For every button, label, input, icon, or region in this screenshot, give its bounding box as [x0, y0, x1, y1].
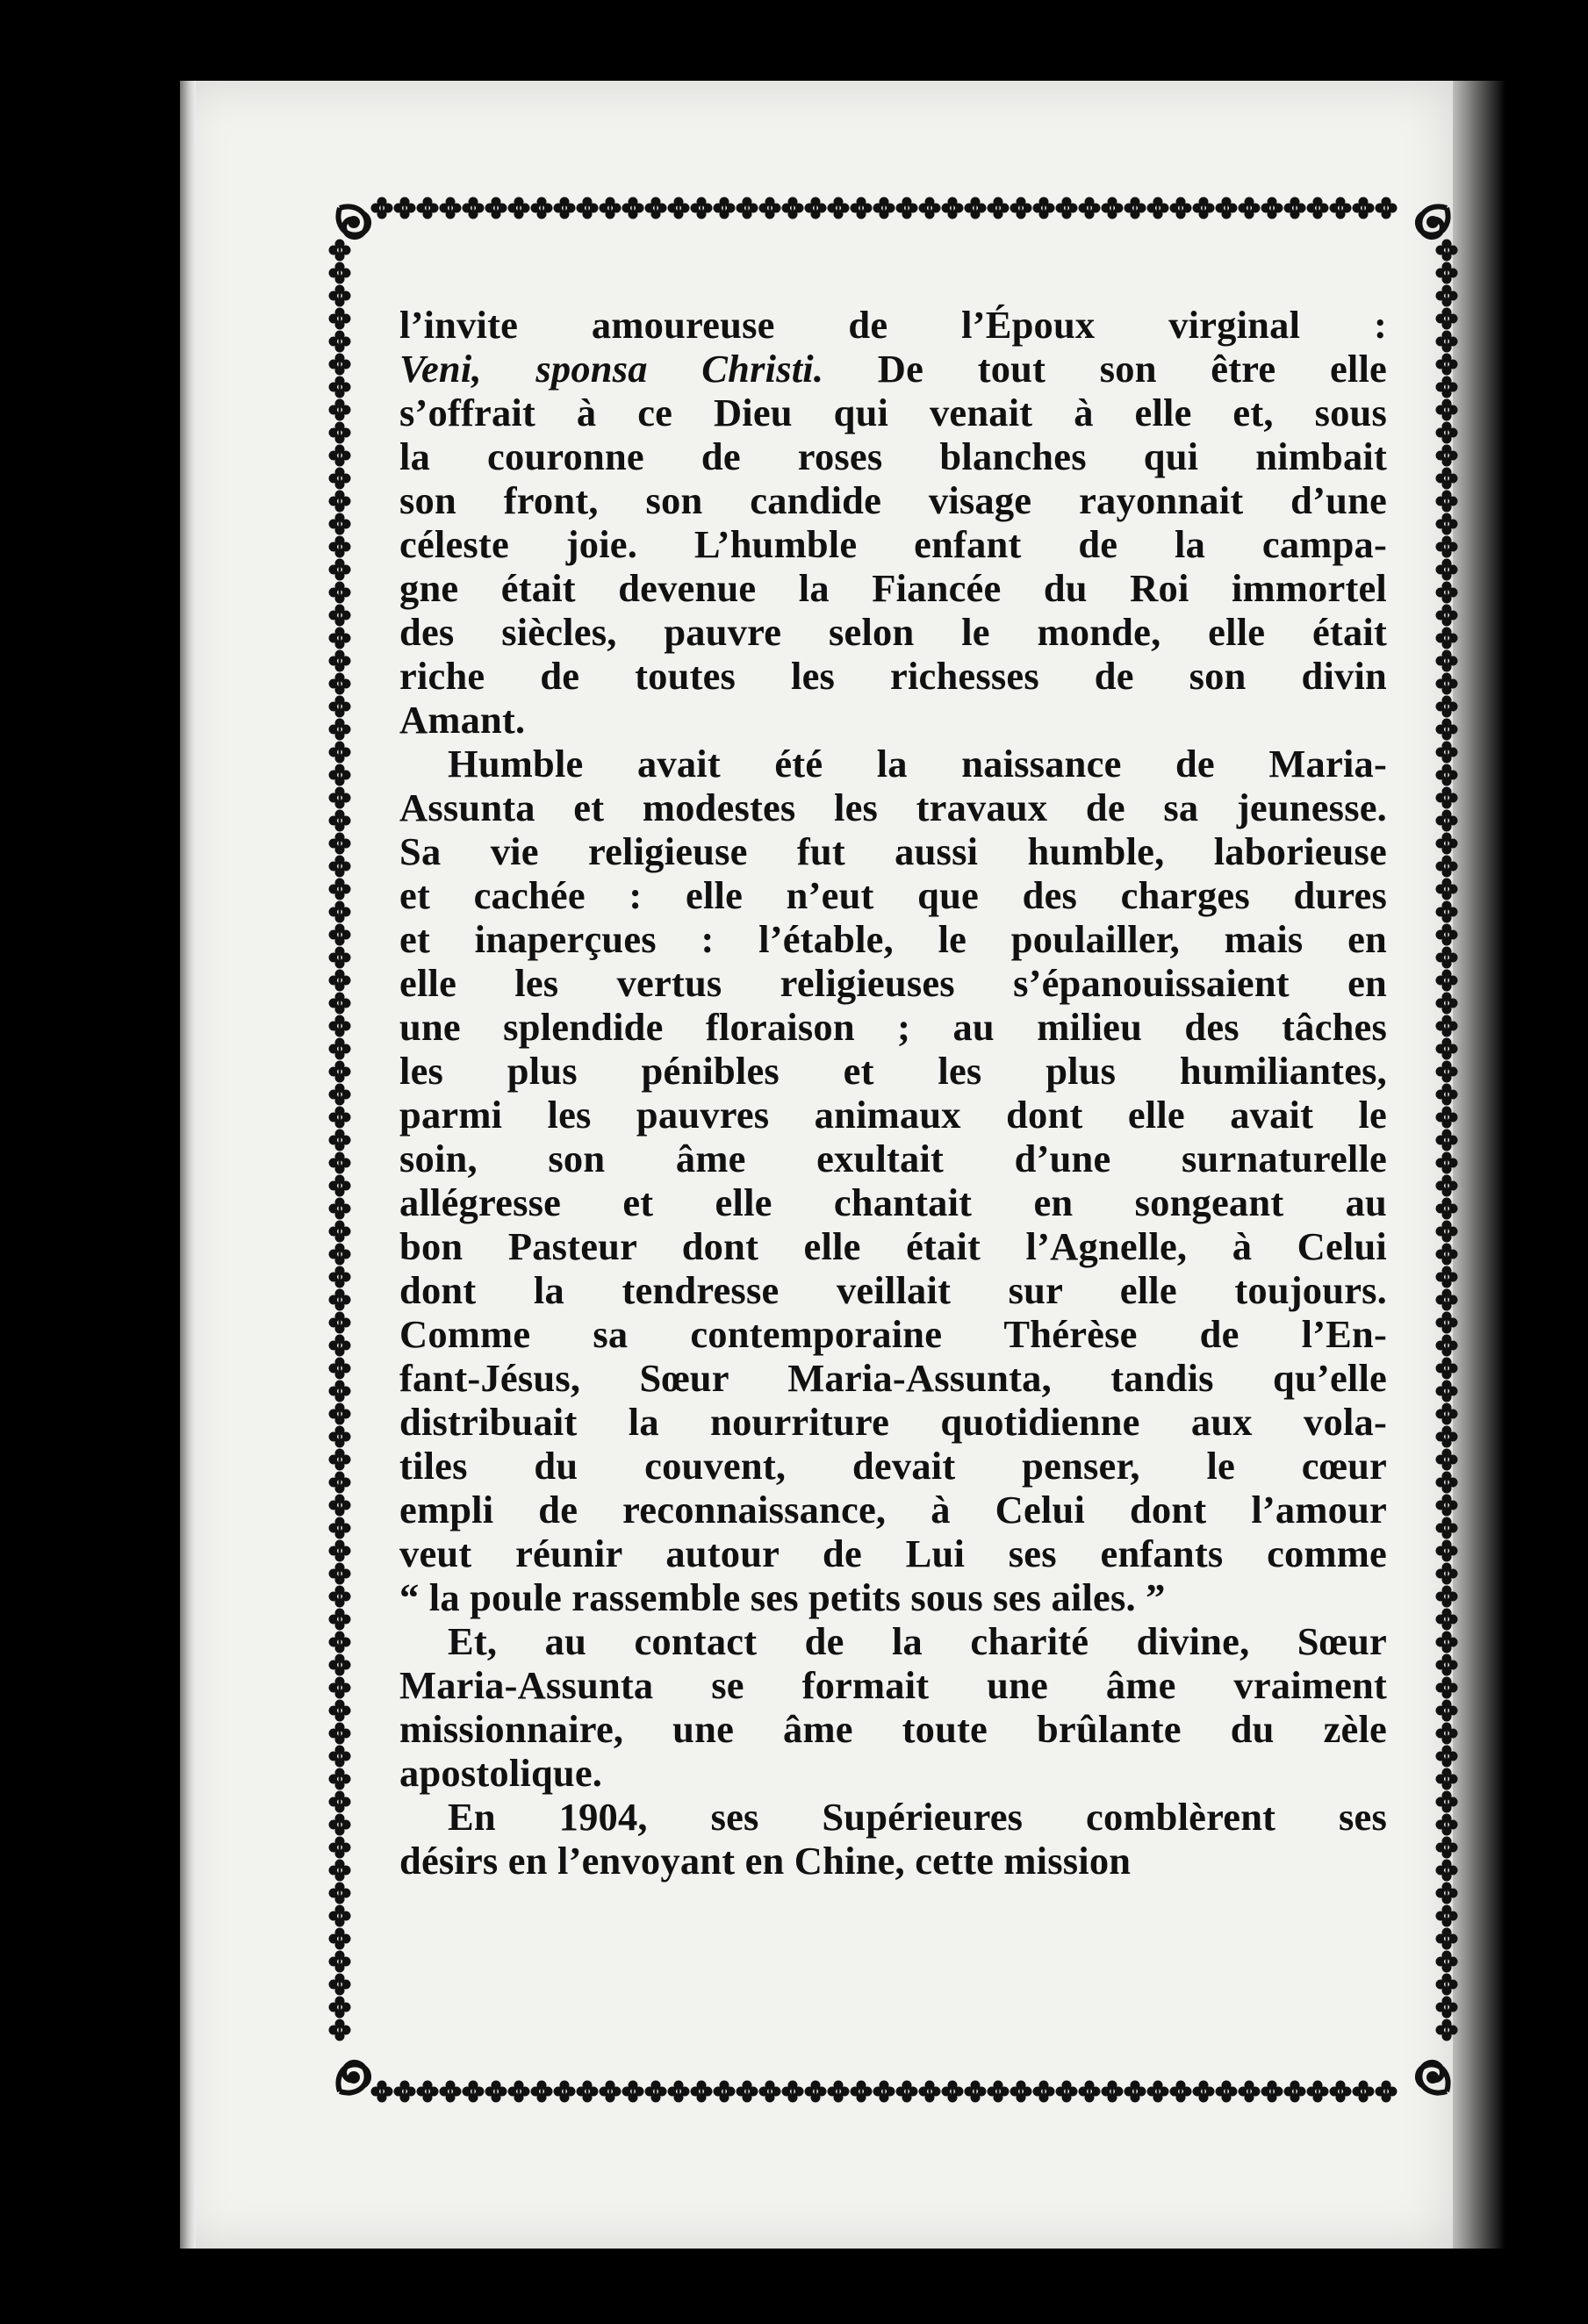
border-ornament-bottom: [1239, 2081, 1261, 2103]
border-ornament-right: [1436, 1974, 1458, 1996]
border-ornament-left: [329, 1289, 351, 1311]
border-ornament-left: [329, 856, 351, 878]
text-line: fant-Jésus, Sœur Maria-Assunta, tandis qu’elle: [399, 1356, 1387, 1400]
border-ornament-top: [1330, 197, 1352, 219]
border-ornament-top: [1125, 197, 1146, 219]
text-line: et inaperçues : l’étable, le poulailler, mais en: [399, 917, 1387, 961]
border-ornament-bottom: [782, 2081, 804, 2103]
text-line: bon Pasteur dont elle était l’Agnelle, à Celui: [399, 1224, 1387, 1268]
border-ornament-bottom: [691, 2081, 713, 2103]
border-ornament-right: [1436, 2019, 1458, 2041]
border-ornament-right: [1436, 1061, 1458, 1083]
text-line: son front, son candide visage rayonnait d’une: [399, 478, 1387, 522]
border-ornament-top: [1284, 197, 1306, 219]
border-ornament-top: [828, 197, 850, 219]
paragraph: [399, 1795, 1387, 1883]
border-ornament-right: [1436, 1609, 1458, 1631]
border-ornament-right: [1436, 719, 1458, 741]
text-line: Veni, sponsa Christi. De tout son être elle: [399, 347, 1387, 391]
border-ornament-left: [329, 1107, 351, 1129]
page-binding-edge: [180, 81, 196, 2249]
border-ornament-left: [329, 1700, 351, 1722]
border-ornament-right: [1436, 1791, 1458, 1813]
border-ornament-right: [1436, 742, 1458, 764]
border-ornament-bottom: [668, 2081, 690, 2103]
border-ornament-left: [329, 673, 351, 695]
border-ornament-left: [329, 1517, 351, 1539]
border-ornament-bottom: [1033, 2081, 1055, 2103]
text-line: empli de reconnaissance, à Celui dont l’amour: [399, 1488, 1387, 1531]
border-ornament-top: [851, 197, 873, 219]
border-ornament-right: [1436, 673, 1458, 695]
text-line: Comme sa contemporaine Thérèse de l’En-: [399, 1312, 1387, 1356]
border-ornament-right: [1436, 1517, 1458, 1539]
border-ornament-right: [1436, 1084, 1458, 1106]
text-line: apostolique.: [399, 1751, 603, 1795]
border-ornament-left: [329, 1015, 351, 1037]
border-ornament-left: [329, 1152, 351, 1174]
border-ornament-bottom: [577, 2081, 599, 2103]
border-ornament-left: [329, 605, 351, 627]
border-ornament-bottom: [485, 2081, 507, 2103]
border-ornament-top: [1033, 197, 1055, 219]
border-ornament-bottom: [554, 2081, 576, 2103]
border-ornament-left: [329, 879, 351, 900]
paragraph: [399, 742, 1387, 1619]
border-ornament-right: [1436, 1837, 1458, 1859]
border-ornament-left: [329, 1198, 351, 1220]
border-ornament-bottom: [1307, 2081, 1329, 2103]
border-ornament-right: [1436, 856, 1458, 878]
border-ornament-right: [1436, 1883, 1458, 1904]
border-ornament-left: [329, 696, 351, 718]
border-ornament-top: [668, 197, 690, 219]
border-ornament-left: [329, 399, 351, 421]
border-ornament-right: [1436, 1289, 1458, 1311]
border-ornament-bottom: [1170, 2081, 1192, 2103]
border-ornament-left: [329, 513, 351, 535]
border-ornament-top: [759, 197, 781, 219]
border-ornament-bottom: [965, 2081, 987, 2103]
border-ornament-bottom: [1102, 2081, 1124, 2103]
border-ornament-top: [622, 197, 644, 219]
border-ornament-top: [737, 197, 758, 219]
text-line: céleste joie. L’humble enfant de la campa-: [399, 522, 1387, 566]
border-ornament-left: [329, 947, 351, 969]
border-ornament-left: [329, 1997, 351, 2019]
border-ornament-bottom: [737, 2081, 758, 2103]
border-ornament-top: [1376, 197, 1398, 219]
border-ornament-left: [329, 1928, 351, 1950]
corner-ornament-top-left: [338, 206, 369, 237]
paragraph: [399, 303, 1387, 742]
text-line: Humble avait été la naissance de Maria-: [448, 742, 1387, 785]
border-ornament-top: [1216, 197, 1238, 219]
border-ornament-top: [1147, 197, 1169, 219]
border-ornament-left: [329, 240, 351, 262]
border-ornament-top: [1261, 197, 1283, 219]
border-ornament-top: [554, 197, 576, 219]
text-line: distribuait la nourriture quotidienne aux vola-: [399, 1400, 1387, 1444]
border-ornament-left: [329, 924, 351, 946]
text-line: la couronne de roses blanches qui nimbait: [399, 434, 1387, 478]
border-ornament-top: [714, 197, 736, 219]
text-line: désirs en l’envoyant en Chine, cette mission: [399, 1839, 1132, 1883]
text-line: soin, son âme exultait d’une surnaturelle: [399, 1137, 1387, 1180]
border-ornament-bottom: [1330, 2081, 1352, 2103]
border-ornament-left: [329, 1495, 351, 1517]
text-line: et cachée : elle n’eut que des charges dures: [399, 873, 1387, 917]
border-ornament-left: [329, 1175, 351, 1197]
border-ornament-left: [329, 422, 351, 444]
text-line: Sa vie religieuse fut aussi humble, laborieuse: [399, 829, 1387, 873]
border-ornament-right: [1436, 1198, 1458, 1220]
border-ornament-right: [1436, 764, 1458, 786]
border-ornament-right: [1436, 1677, 1458, 1699]
border-ornament-bottom: [508, 2081, 530, 2103]
border-ornament-left: [329, 1883, 351, 1904]
border-ornament-right: [1436, 924, 1458, 946]
text-line: Et, au contact de la charité divine, Sœur: [448, 1619, 1387, 1663]
border-ornament-left: [329, 468, 351, 490]
border-ornament-top: [1102, 197, 1124, 219]
border-ornament-bottom: [1147, 2081, 1169, 2103]
border-ornament-left: [329, 1563, 351, 1585]
border-ornament-right: [1436, 262, 1458, 284]
border-ornament-bottom: [1261, 2081, 1283, 2103]
text-line: l’invite amoureuse de l’Époux virginal :: [399, 303, 1387, 347]
border-ornament-left: [329, 1061, 351, 1083]
border-ornament-right: [1436, 1472, 1458, 1494]
border-ornament-bottom: [1125, 2081, 1146, 2103]
border-ornament-right: [1436, 605, 1458, 627]
border-ornament-right: [1436, 1152, 1458, 1174]
border-ornament-top: [440, 197, 462, 219]
border-ornament-left: [329, 1426, 351, 1448]
border-ornament-bottom: [622, 2081, 644, 2103]
border-ornament-right: [1436, 810, 1458, 832]
border-ornament-top: [485, 197, 507, 219]
border-ornament-right: [1436, 491, 1458, 513]
border-ornament-right: [1436, 901, 1458, 923]
border-ornament-left: [329, 1335, 351, 1357]
border-ornament-left: [329, 1540, 351, 1562]
border-ornament-left: [329, 559, 351, 581]
latin-phrase: Veni, sponsa Christi.: [399, 347, 824, 391]
border-ornament-top: [873, 197, 895, 219]
border-ornament-right: [1436, 559, 1458, 581]
border-ornament-top: [394, 197, 416, 219]
border-ornament-left: [329, 628, 351, 649]
border-ornament-bottom: [417, 2081, 439, 2103]
border-ornament-right: [1436, 1768, 1458, 1790]
border-ornament-left: [329, 491, 351, 513]
border-ornament-right: [1436, 1997, 1458, 2019]
text-line: parmi les pauvres animaux dont elle avait le: [399, 1093, 1387, 1137]
border-ornament-right: [1436, 1130, 1458, 1151]
border-ornament-left: [329, 1746, 351, 1768]
text-line: veut réunir autour de Lui ses enfants comme: [399, 1531, 1387, 1575]
border-ornament-right: [1436, 1426, 1458, 1448]
border-ornament-top: [1193, 197, 1215, 219]
border-ornament-bottom: [600, 2081, 622, 2103]
corner-ornament-bottom-right: [1418, 2062, 1448, 2093]
border-ornament-top: [1353, 197, 1375, 219]
border-ornament-left: [329, 1449, 351, 1471]
text-line: elle les vertus religieuses s’épanouissaient en: [399, 961, 1387, 1005]
text-line: allégresse et elle chantait en songeant au: [399, 1180, 1387, 1224]
text-line: missionnaire, une âme toute brûlante du zèle: [399, 1707, 1387, 1751]
border-ornament-top: [896, 197, 918, 219]
border-ornament-bottom: [645, 2081, 667, 2103]
border-ornament-left: [329, 1221, 351, 1243]
border-ornament-top: [1307, 197, 1329, 219]
border-ornament-left: [329, 1837, 351, 1859]
border-ornament-bottom: [851, 2081, 873, 2103]
border-ornament-left: [329, 262, 351, 284]
border-ornament-left: [329, 331, 351, 353]
border-ornament-top: [1056, 197, 1078, 219]
border-ornament-right: [1436, 1358, 1458, 1380]
border-ornament-right: [1436, 1540, 1458, 1562]
border-ornament-right: [1436, 879, 1458, 900]
text-line: tiles du couvent, devait penser, le cœur: [399, 1444, 1387, 1488]
border-ornament-right: [1436, 422, 1458, 444]
text-line: riche de toutes les richesses de son divin: [399, 654, 1387, 698]
border-ornament-right: [1436, 1335, 1458, 1357]
text-line: gne était devenue la Fiancée du Roi immortel: [399, 566, 1387, 610]
border-ornament-right: [1436, 1860, 1458, 1882]
border-ornament-bottom: [896, 2081, 918, 2103]
border-ornament-top: [1079, 197, 1101, 219]
border-ornament-left: [329, 970, 351, 992]
border-ornament-left: [329, 1723, 351, 1745]
border-ornament-top: [645, 197, 667, 219]
border-ornament-left: [329, 2019, 351, 2041]
border-ornament-left: [329, 1266, 351, 1288]
border-ornament-right: [1436, 1495, 1458, 1517]
border-ornament-right: [1436, 1266, 1458, 1288]
text-line: “ la poule rassemble ses petits sous ses ailes. ”: [399, 1575, 1166, 1619]
border-ornament-left: [329, 445, 351, 467]
border-ornament-left: [329, 650, 351, 672]
border-ornament-bottom: [1056, 2081, 1078, 2103]
border-ornament-right: [1436, 1586, 1458, 1608]
border-ornament-right: [1436, 650, 1458, 672]
border-ornament-left: [329, 719, 351, 741]
border-ornament-left: [329, 1974, 351, 1996]
border-ornament-left: [329, 1632, 351, 1653]
border-ornament-right: [1436, 1221, 1458, 1243]
text-line: Maria-Assunta se formait une âme vraiment: [399, 1663, 1387, 1707]
border-ornament-bottom: [394, 2081, 416, 2103]
border-ornament-right: [1436, 696, 1458, 718]
border-ornament-top: [531, 197, 553, 219]
border-ornament-top: [805, 197, 827, 219]
corner-ornament-bottom-left: [338, 2062, 369, 2093]
border-ornament-bottom: [463, 2081, 485, 2103]
border-ornament-left: [329, 764, 351, 786]
border-ornament-bottom: [1193, 2081, 1215, 2103]
border-ornament-left: [329, 1084, 351, 1106]
border-ornament-top: [508, 197, 530, 219]
border-ornament-bottom: [988, 2081, 1010, 2103]
border-ornament-left: [329, 833, 351, 855]
border-ornament-top: [919, 197, 941, 219]
border-ornament-left: [329, 1358, 351, 1380]
border-ornament-right: [1436, 285, 1458, 307]
border-ornament-bottom: [1216, 2081, 1238, 2103]
border-ornament-top: [965, 197, 987, 219]
paragraph: [399, 1619, 1387, 1795]
border-ornament-bottom: [1010, 2081, 1032, 2103]
border-ornament-left: [329, 1312, 351, 1334]
border-ornament-bottom: [919, 2081, 941, 2103]
border-ornament-right: [1436, 399, 1458, 421]
border-ornament-left: [329, 1905, 351, 1927]
border-ornament-right: [1436, 1312, 1458, 1334]
border-ornament-top: [371, 197, 393, 219]
text-line: une splendide floraison ; au milieu des tâches: [399, 1005, 1387, 1049]
border-ornament-right: [1436, 1403, 1458, 1425]
text-line: des siècles, pauvre selon le monde, elle était: [399, 610, 1387, 654]
border-ornament-left: [329, 742, 351, 764]
border-ornament-right: [1436, 536, 1458, 558]
border-ornament-top: [577, 197, 599, 219]
border-ornament-left: [329, 1244, 351, 1266]
border-ornament-right: [1436, 1449, 1458, 1471]
border-ornament-top: [782, 197, 804, 219]
border-ornament-left: [329, 536, 351, 558]
border-ornament-left: [329, 1768, 351, 1790]
border-ornament-left: [329, 377, 351, 398]
page-text: [399, 303, 1387, 1883]
border-ornament-bottom: [759, 2081, 781, 2103]
border-ornament-right: [1436, 1107, 1458, 1129]
border-ornament-left: [329, 1609, 351, 1631]
border-ornament-bottom: [1284, 2081, 1306, 2103]
border-ornament-right: [1436, 947, 1458, 969]
border-ornament-left: [329, 1951, 351, 1973]
border-ornament-right: [1436, 1951, 1458, 1973]
border-ornament-right: [1436, 354, 1458, 376]
border-ornament-right: [1436, 1632, 1458, 1653]
border-ornament-right: [1436, 833, 1458, 855]
text-line: Amant.: [399, 698, 526, 742]
border-ornament-left: [329, 1791, 351, 1813]
border-ornament-top: [1010, 197, 1032, 219]
border-ornament-bottom: [440, 2081, 462, 2103]
border-ornament-left: [329, 1130, 351, 1151]
border-ornament-left: [329, 1381, 351, 1402]
border-ornament-bottom: [531, 2081, 553, 2103]
border-ornament-right: [1436, 628, 1458, 649]
border-ornament-top: [1170, 197, 1192, 219]
border-ornament-left: [329, 1403, 351, 1425]
border-ornament-top: [988, 197, 1010, 219]
border-ornament-right: [1436, 513, 1458, 535]
border-ornament-right: [1436, 1723, 1458, 1745]
border-ornament-right: [1436, 1015, 1458, 1037]
border-ornament-left: [329, 1860, 351, 1882]
border-ornament-right: [1436, 993, 1458, 1015]
border-ornament-top: [1239, 197, 1261, 219]
border-ornament-bottom: [1376, 2081, 1398, 2103]
border-ornament-bottom: [873, 2081, 895, 2103]
border-ornament-right: [1436, 1746, 1458, 1768]
border-ornament-right: [1436, 468, 1458, 490]
border-ornament-left: [329, 308, 351, 330]
border-ornament-right: [1436, 1381, 1458, 1402]
border-ornament-right: [1436, 1905, 1458, 1927]
border-ornament-right: [1436, 787, 1458, 809]
border-ornament-left: [329, 993, 351, 1015]
border-ornament-top: [417, 197, 439, 219]
border-ornament-left: [329, 1814, 351, 1836]
border-ornament-right: [1436, 445, 1458, 467]
border-ornament-left: [329, 1677, 351, 1699]
border-ornament-top: [691, 197, 713, 219]
border-ornament-top: [600, 197, 622, 219]
border-ornament-right: [1436, 1654, 1458, 1676]
border-ornament-right: [1436, 331, 1458, 353]
border-ornament-right: [1436, 970, 1458, 992]
border-ornament-bottom: [828, 2081, 850, 2103]
border-ornament-left: [329, 582, 351, 604]
border-ornament-right: [1436, 1175, 1458, 1197]
border-ornament-right: [1436, 1928, 1458, 1950]
border-ornament-bottom: [1079, 2081, 1101, 2103]
text-line: En 1904, ses Supérieures comblèrent ses: [448, 1795, 1387, 1839]
text-line: s’offrait à ce Dieu qui venait à elle et, sous: [399, 391, 1387, 434]
border-ornament-left: [329, 354, 351, 376]
border-ornament-right: [1436, 308, 1458, 330]
border-ornament-bottom: [805, 2081, 827, 2103]
border-ornament-bottom: [942, 2081, 964, 2103]
border-ornament-left: [329, 1654, 351, 1676]
border-ornament-left: [329, 901, 351, 923]
text-line: Assunta et modestes les travaux de sa jeunesse.: [399, 785, 1387, 829]
border-ornament-bottom: [714, 2081, 736, 2103]
border-ornament-right: [1436, 377, 1458, 398]
border-ornament-left: [329, 810, 351, 832]
border-ornament-left: [329, 787, 351, 809]
corner-ornament-top-right: [1418, 206, 1448, 237]
border-ornament-bottom: [1353, 2081, 1375, 2103]
border-ornament-left: [329, 1472, 351, 1494]
border-ornament-left: [329, 1586, 351, 1608]
border-ornament-right: [1436, 240, 1458, 262]
border-ornament-bottom: [371, 2081, 393, 2103]
border-ornament-right: [1436, 1563, 1458, 1585]
border-ornament-right: [1436, 582, 1458, 604]
text-line: dont la tendresse veillait sur elle toujours.: [399, 1268, 1387, 1312]
border-ornament-right: [1436, 1814, 1458, 1836]
border-ornament-top: [463, 197, 485, 219]
text-line: les plus pénibles et les plus humiliantes,: [399, 1049, 1387, 1093]
border-ornament-right: [1436, 1244, 1458, 1266]
border-ornament-left: [329, 285, 351, 307]
border-ornament-right: [1436, 1038, 1458, 1060]
border-ornament-right: [1436, 1700, 1458, 1722]
border-ornament-left: [329, 1038, 351, 1060]
border-ornament-top: [942, 197, 964, 219]
